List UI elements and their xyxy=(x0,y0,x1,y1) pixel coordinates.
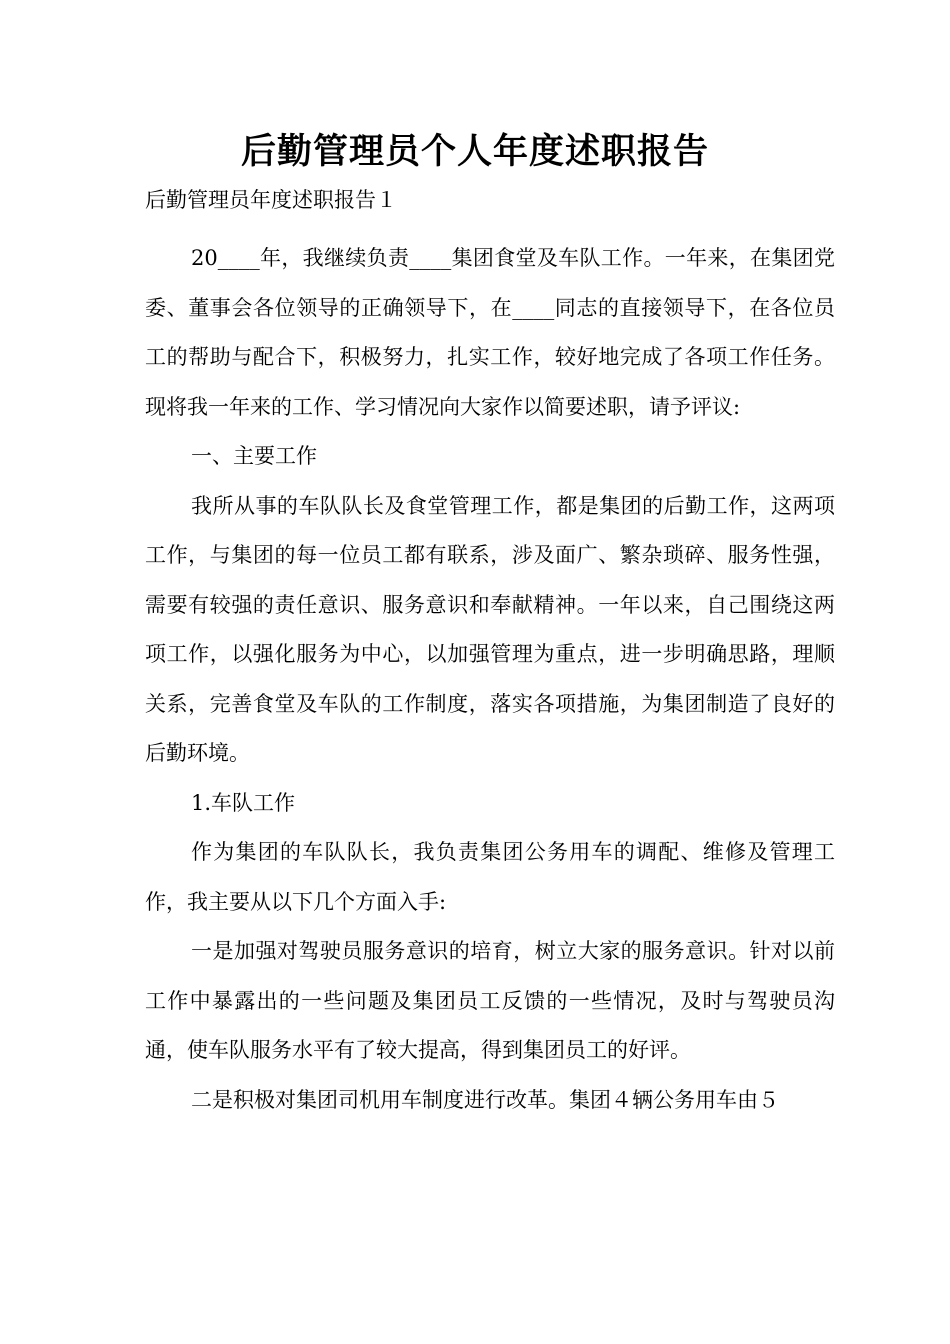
subsection-heading-fleet: 1.车队工作 xyxy=(191,790,296,815)
paragraph-intro: 20____年，我继续负责____集团食堂及车队工作。一年来，在集团党委、董事会各位领导的正确领导下，在____同志的直接领导下，在各位员工的帮助与配合下，积极努力，扎实工作，较好地完成了各项工作任务。现将我一年来的工作、学习情况向大家作以简要述职，请予评议: xyxy=(145,246,835,419)
paragraph-fleet-point-two: 二是积极对集团司机用车制度进行改革。集团４辆公务用车由５ xyxy=(191,1087,779,1112)
paragraph-work-overview: 我所从事的车队队长及食堂管理工作，都是集团的后勤工作，这两项工作，与集团的每一位员工都有联系，涉及面广、繁杂琐碎、服务性强，需要有较强的责任意识、服务意识和奉献精神。一年以来，自己围绕这两项工作，以强化服务为中心，以加强管理为重点，进一步明确思路，理顺关系，完善食堂及车队的工作制度，落实各项措施，为集团制造了良好的后勤环境。 xyxy=(145,493,835,765)
section-heading-main-work: 一、主要工作 xyxy=(191,444,317,468)
paragraph-fleet-intro: 作为集团的车队队长，我负责集团公务用车的调配、维修及管理工作，我主要从以下几个方面入手: xyxy=(145,840,835,914)
document-body xyxy=(145,185,835,1125)
document-subtitle: 后勤管理员年度述职报告１ xyxy=(145,188,397,212)
paragraph-fleet-point-one: 一是加强对驾驶员服务意识的培育，树立大家的服务意识。针对以前工作中暴露出的一些问题及集团员工反馈的一些情况，及时与驾驶员沟通，使车队服务水平有了较大提高，得到集团员工的好评。 xyxy=(145,939,835,1062)
document-title: 后勤管理员个人年度述职报告 xyxy=(240,132,709,172)
